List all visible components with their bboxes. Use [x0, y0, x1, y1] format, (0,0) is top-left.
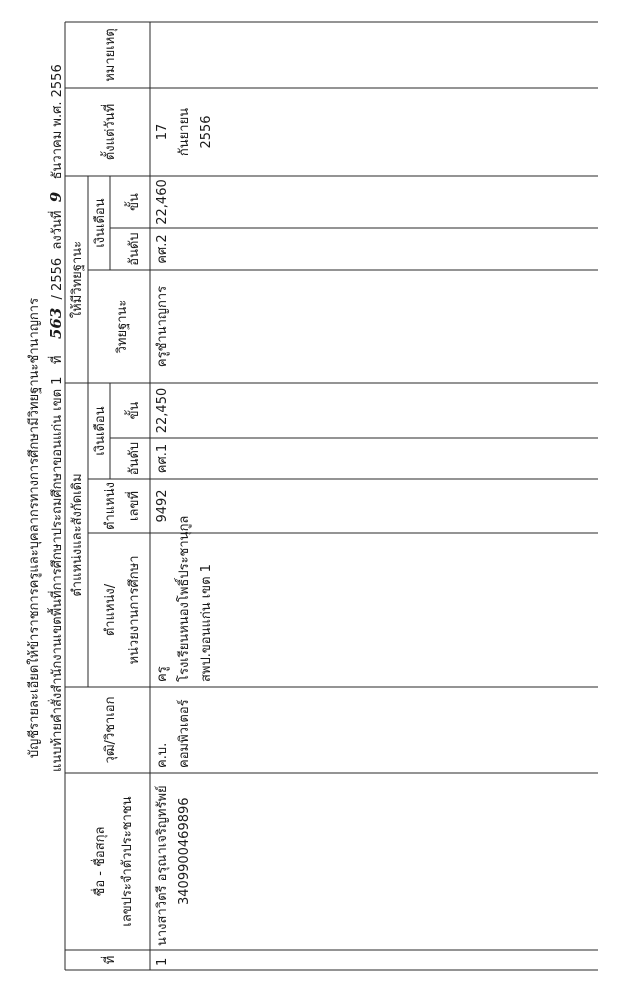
- header-position-no-2: เลขที่: [127, 491, 142, 521]
- header-position-no-1: ตำแหน่ง: [103, 482, 118, 530]
- header-no: ที่: [103, 955, 118, 965]
- row-date-day: 17: [155, 123, 170, 141]
- header-position-unit-2: หน่วยงานการศึกษา: [127, 555, 142, 665]
- row-id-card: 3409900469896: [177, 797, 192, 905]
- row-old-rank: คศ.1: [155, 443, 170, 474]
- header-new-group: ให้มีวิทยฐานะ: [70, 240, 85, 319]
- row-position: ครู: [155, 666, 170, 682]
- header-name: ชื่อ - ชื่อสกุล: [93, 826, 108, 897]
- row-new-rank: คศ.2: [155, 234, 170, 264]
- row-no: 1: [155, 957, 170, 966]
- row-date-month: กันยายน: [177, 107, 192, 157]
- header-old-step: ขั้น: [127, 401, 142, 420]
- row-old-salary: 22,450: [155, 387, 170, 434]
- row-degree-2: คอมพิวเตอร์: [177, 699, 192, 768]
- date-rest: ธันวาคม พ.ศ. 2556: [50, 64, 65, 180]
- header-old-rank: อันดับ: [127, 441, 142, 476]
- row-date-year: 2556: [199, 115, 214, 149]
- header-academic-standing: วิทยฐานะ: [115, 299, 130, 354]
- header-effective-date: ตั้งแต่วันที่: [103, 103, 118, 161]
- row-standing: ครูชำนาญการ: [155, 285, 170, 368]
- row-new-salary: 22,460: [155, 179, 170, 225]
- header-original-group: ตำแหน่งและสังกัดเดิม: [70, 473, 85, 597]
- order-year: / 2556: [50, 257, 65, 300]
- header-new-step: ขั้น: [127, 193, 142, 211]
- title-line-1: บัญชีรายละเอียดให้ข้าราชการครูและบุคลากรทางการศึกษามีวิทยฐานะชำนาญการ: [27, 297, 42, 758]
- row-office: สพป.ขอนแก่น เขต 1: [199, 564, 214, 682]
- order-label: ที่: [50, 355, 65, 365]
- header-old-salary: เงินเดือน: [93, 406, 108, 456]
- header-remark: หมายเหตุ: [103, 28, 118, 82]
- header-new-rank: อันดับ: [127, 232, 142, 266]
- header-id-card: เลขประจำตัวประชาชน: [120, 796, 135, 927]
- row-position-no: 9492: [155, 489, 170, 523]
- row-name: นางสาวิตรี อรุณาเจริญทรัพย์: [155, 785, 170, 946]
- header-new-salary: เงินเดือน: [93, 198, 108, 248]
- title-prefix: แนบท้ายคำสั่งสำนักงานเขตพื้นที่การศึกษาประถมศึกษาขอนแก่น เขต 1: [50, 376, 65, 772]
- row-school: โรงเรียนหนองโพธิ์ประชานุกูล: [177, 515, 192, 682]
- date-label: ลงวันที่: [50, 210, 65, 250]
- header-degree: วุฒิ/วิชาเอก: [103, 696, 118, 764]
- order-number: 563: [47, 307, 65, 340]
- row-degree-1: ค.บ.: [155, 742, 170, 768]
- header-position-unit-1: ตำแหน่ง/: [103, 583, 118, 637]
- date-day: 9: [47, 191, 65, 203]
